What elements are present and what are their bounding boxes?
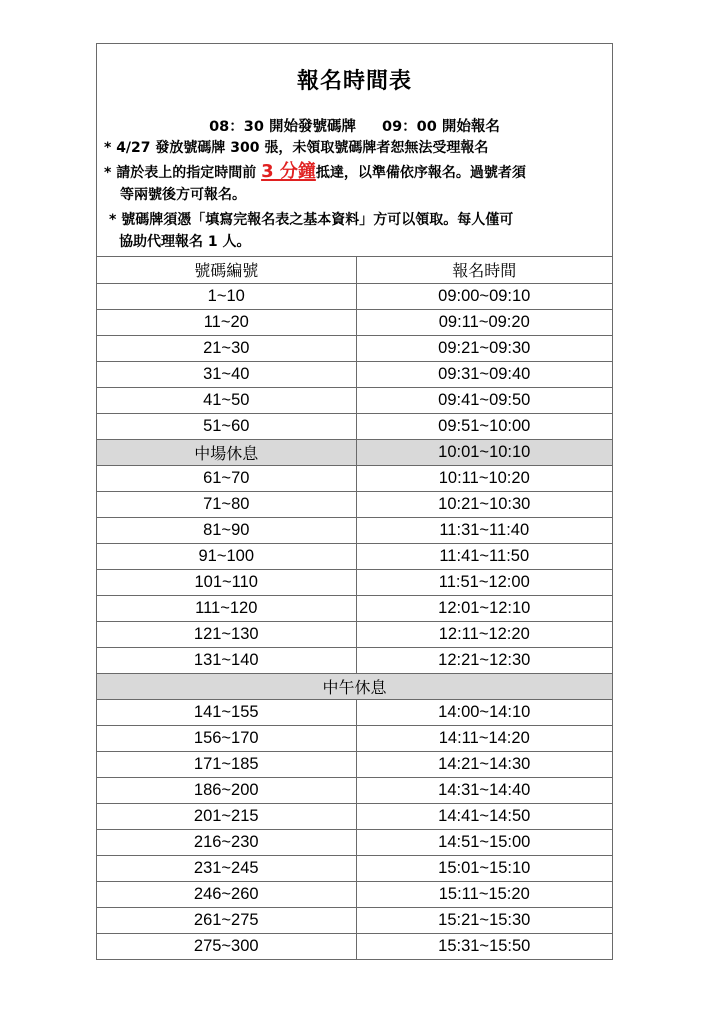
time-slot-cell: 09:41~09:50 — [356, 387, 612, 413]
number-range-cell: 41~50 — [97, 387, 356, 413]
number-range-cell: 31~40 — [97, 361, 356, 387]
table-row — [97, 725, 612, 751]
time-slot-cell: 15:31~15:50 — [438, 936, 531, 955]
table-row — [97, 309, 612, 335]
time-slot-cell: 14:41~14:50 — [356, 803, 612, 829]
note-requirement-line1: * 號碼牌須憑「填寫完報名表之基本資料」方可以領取。每人僅可 — [109, 212, 514, 228]
time-slot-cell: 11:31~11:40 — [356, 517, 612, 543]
time-slot-cell: 15:11~15:20 — [356, 881, 612, 907]
number-range-cell: 101~110 — [97, 569, 356, 595]
schedule-table — [97, 257, 612, 959]
number-range-cell: 171~185 — [97, 751, 356, 777]
table-row — [97, 647, 612, 673]
break-row — [97, 673, 612, 699]
page-title: 報名時間表 — [296, 69, 412, 94]
number-range-cell: 131~140 — [97, 647, 356, 673]
time-slot-cell: 09:31~09:40 — [356, 361, 612, 387]
time-slot-cell: 12:01~12:10 — [356, 595, 612, 621]
number-range-cell: 71~80 — [97, 491, 356, 517]
number-range-cell: 261~275 — [97, 907, 356, 933]
number-range-cell: 91~100 — [97, 543, 356, 569]
table-row — [97, 283, 612, 309]
table-row — [97, 413, 612, 439]
note-arrival-prefix: * 請於表上的指定時間前 — [104, 165, 262, 181]
table-row — [97, 595, 612, 621]
table-row — [97, 543, 612, 569]
table-row — [97, 387, 612, 413]
number-range-cell: 121~130 — [97, 621, 356, 647]
number-range-cell: 216~230 — [97, 829, 356, 855]
table-row — [97, 933, 612, 959]
time-slot-cell: 14:51~15:00 — [356, 829, 612, 855]
time-slot-cell: 14:21~14:30 — [356, 751, 612, 777]
table-row — [97, 881, 612, 907]
table-row — [97, 699, 612, 725]
break-label: 中場休息 — [97, 439, 356, 465]
time-slot-cell: 15:21~15:30 — [356, 907, 612, 933]
registration-start-time: 09：00 開始報名 — [382, 119, 500, 135]
number-range-cell: 141~155 — [97, 699, 356, 725]
note-arrival-suffix: 抵達，以準備依序報名。過號者須 — [315, 165, 526, 181]
time-slot-cell: 09:21~09:30 — [356, 335, 612, 361]
table-row — [97, 491, 612, 517]
break-row — [97, 439, 612, 465]
number-range-cell: 111~120 — [97, 595, 356, 621]
table-row — [97, 803, 612, 829]
number-range-cell: 156~170 — [97, 725, 356, 751]
note-arrival-line2: 等兩號後方可報名。 — [120, 187, 246, 203]
note-requirement-line2: 協助代理報名 1 人。 — [119, 234, 251, 250]
time-slot-cell: 14:31~14:40 — [356, 777, 612, 803]
table-row — [97, 907, 612, 933]
number-range-cell: 186~200 — [97, 777, 356, 803]
column-header-time: 報名時間 — [356, 257, 612, 283]
table-row — [97, 751, 612, 777]
number-range-cell: 11~20 — [97, 309, 356, 335]
number-range-cell: 246~260 — [97, 881, 356, 907]
time-slot-cell: 11:41~11:50 — [356, 543, 612, 569]
time-slot-cell: 14:00~14:10 — [356, 699, 612, 725]
schedule-header — [97, 44, 612, 257]
time-slot-cell: 11:51~12:00 — [356, 569, 612, 595]
table-body — [97, 283, 612, 959]
note-ticket-count — [104, 137, 604, 159]
number-range-cell: 61~70 — [97, 465, 356, 491]
ticket-start-time: 08：30 開始發號碼牌 — [209, 119, 356, 135]
number-range-cell: 51~60 — [97, 413, 356, 439]
time-slot-cell: 12:11~12:20 — [356, 621, 612, 647]
table-row — [97, 621, 612, 647]
time-slot-cell: 09:00~09:10 — [356, 283, 612, 309]
time-slot-cell: 14:11~14:20 — [356, 725, 612, 751]
time-slot-cell: 10:01~10:10 — [356, 439, 612, 465]
number-range-cell: 81~90 — [97, 517, 356, 543]
note-arrival-time — [104, 161, 604, 206]
column-header-number: 號碼編號 — [97, 257, 356, 283]
table-row — [97, 361, 612, 387]
time-slot-cell: 12:21~12:30 — [356, 647, 612, 673]
table-row — [97, 465, 612, 491]
table-row — [97, 335, 612, 361]
note-ticket-requirement — [109, 209, 604, 253]
time-slot-cell: 10:21~10:30 — [356, 491, 612, 517]
number-range-cell: 21~30 — [97, 335, 356, 361]
time-slot-cell: 09:51~10:00 — [356, 413, 612, 439]
number-range-cell: 1~10 — [97, 283, 356, 309]
note-ticket-count-text: * 4/27 發放號碼牌 300 張，未領取號碼牌者恕無法受理報名 — [104, 140, 489, 156]
table-row — [97, 569, 612, 595]
number-range-cell: 275~300 — [97, 933, 356, 959]
table-row — [97, 517, 612, 543]
table-row — [97, 855, 612, 881]
number-range-cell: 231~245 — [97, 855, 356, 881]
schedule-sheet — [96, 43, 613, 960]
time-slot-cell: 09:11~09:20 — [356, 309, 612, 335]
table-row — [97, 777, 612, 803]
table-header-row — [97, 257, 612, 283]
start-times — [97, 115, 612, 136]
number-range-cell: 201~215 — [97, 803, 356, 829]
table-row — [97, 829, 612, 855]
time-slot-cell: 15:01~15:10 — [356, 855, 612, 881]
highlight-minutes: 3 分鐘 — [261, 161, 316, 182]
break-label: 中午休息 — [97, 673, 612, 699]
time-slot-cell: 10:11~10:20 — [356, 465, 612, 491]
